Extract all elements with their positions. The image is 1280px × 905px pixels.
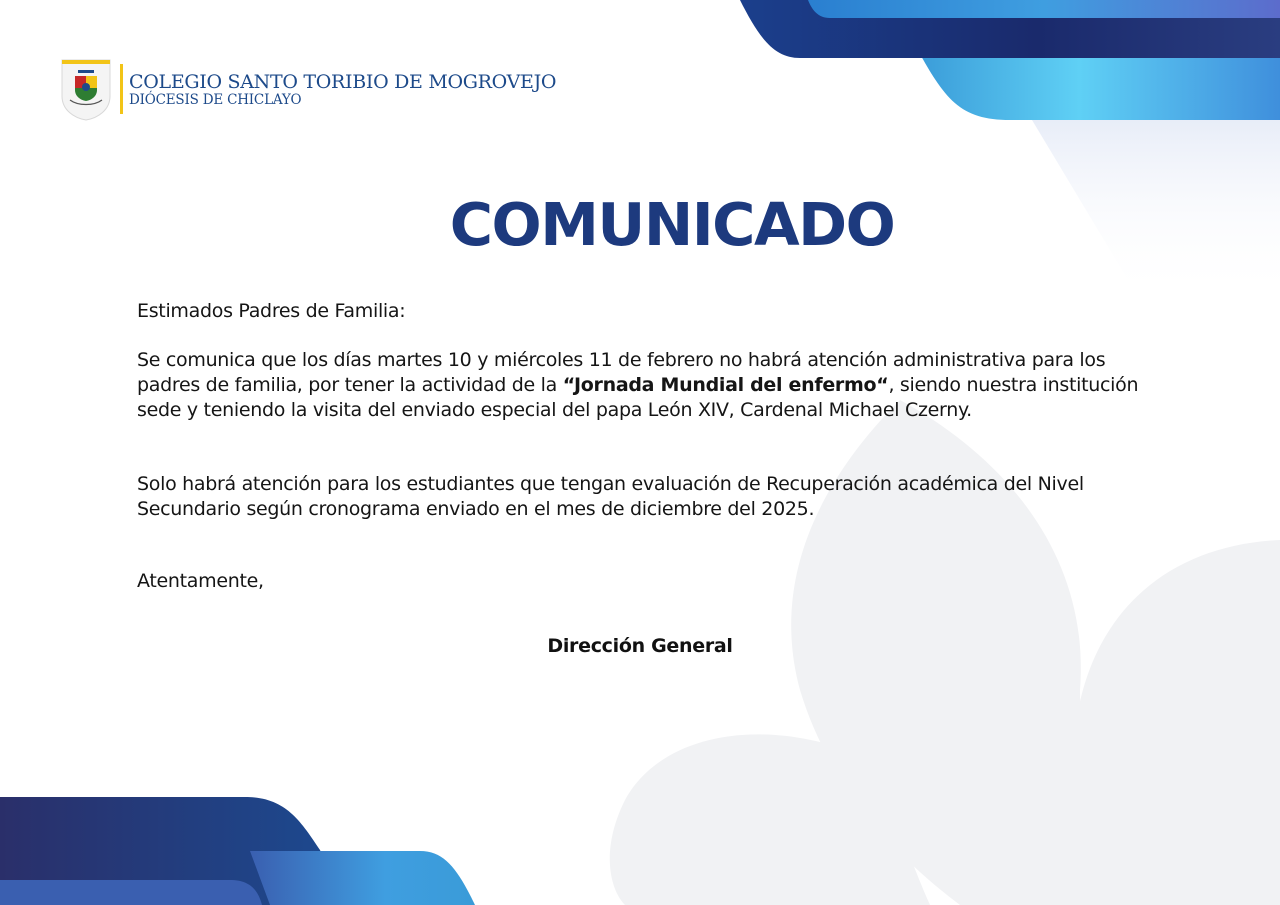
closing: Atentamente, [137,570,264,592]
brand-divider [120,64,123,114]
document-title: COMUNICADO [449,190,895,259]
salutation: Estimados Padres de Familia: [137,300,406,322]
paragraph-1-before: Se comunica que los días martes 10 y miércoles 11 de febrero no habrá atención administrativa para los padres de familia, por tener la actividad de la [137,349,1106,396]
school-header [58,56,556,122]
paragraph-2: Solo habrá atención para los estudiantes que tengan evaluación de Recuperación académica del Nivel Secundario según cronograma enviado en el mes de diciembre del 2025. [137,473,1084,520]
event-name: “Jornada Mundial del enfermo“ [562,374,889,396]
paragraph-1 [137,348,1147,423]
signature: Dirección General [547,635,733,657]
paragraph-1-after: , siendo nuestra institución sede y teniendo la visita del enviado especial del papa León XIV, Cardenal Michael Czerny. [137,374,1139,421]
school-crest-icon [58,56,114,122]
diocese-name: DIÓCESIS DE CHICLAYO [129,91,302,108]
school-name: COLEGIO SANTO TORIBIO DE MOGROVEJO [129,70,557,93]
